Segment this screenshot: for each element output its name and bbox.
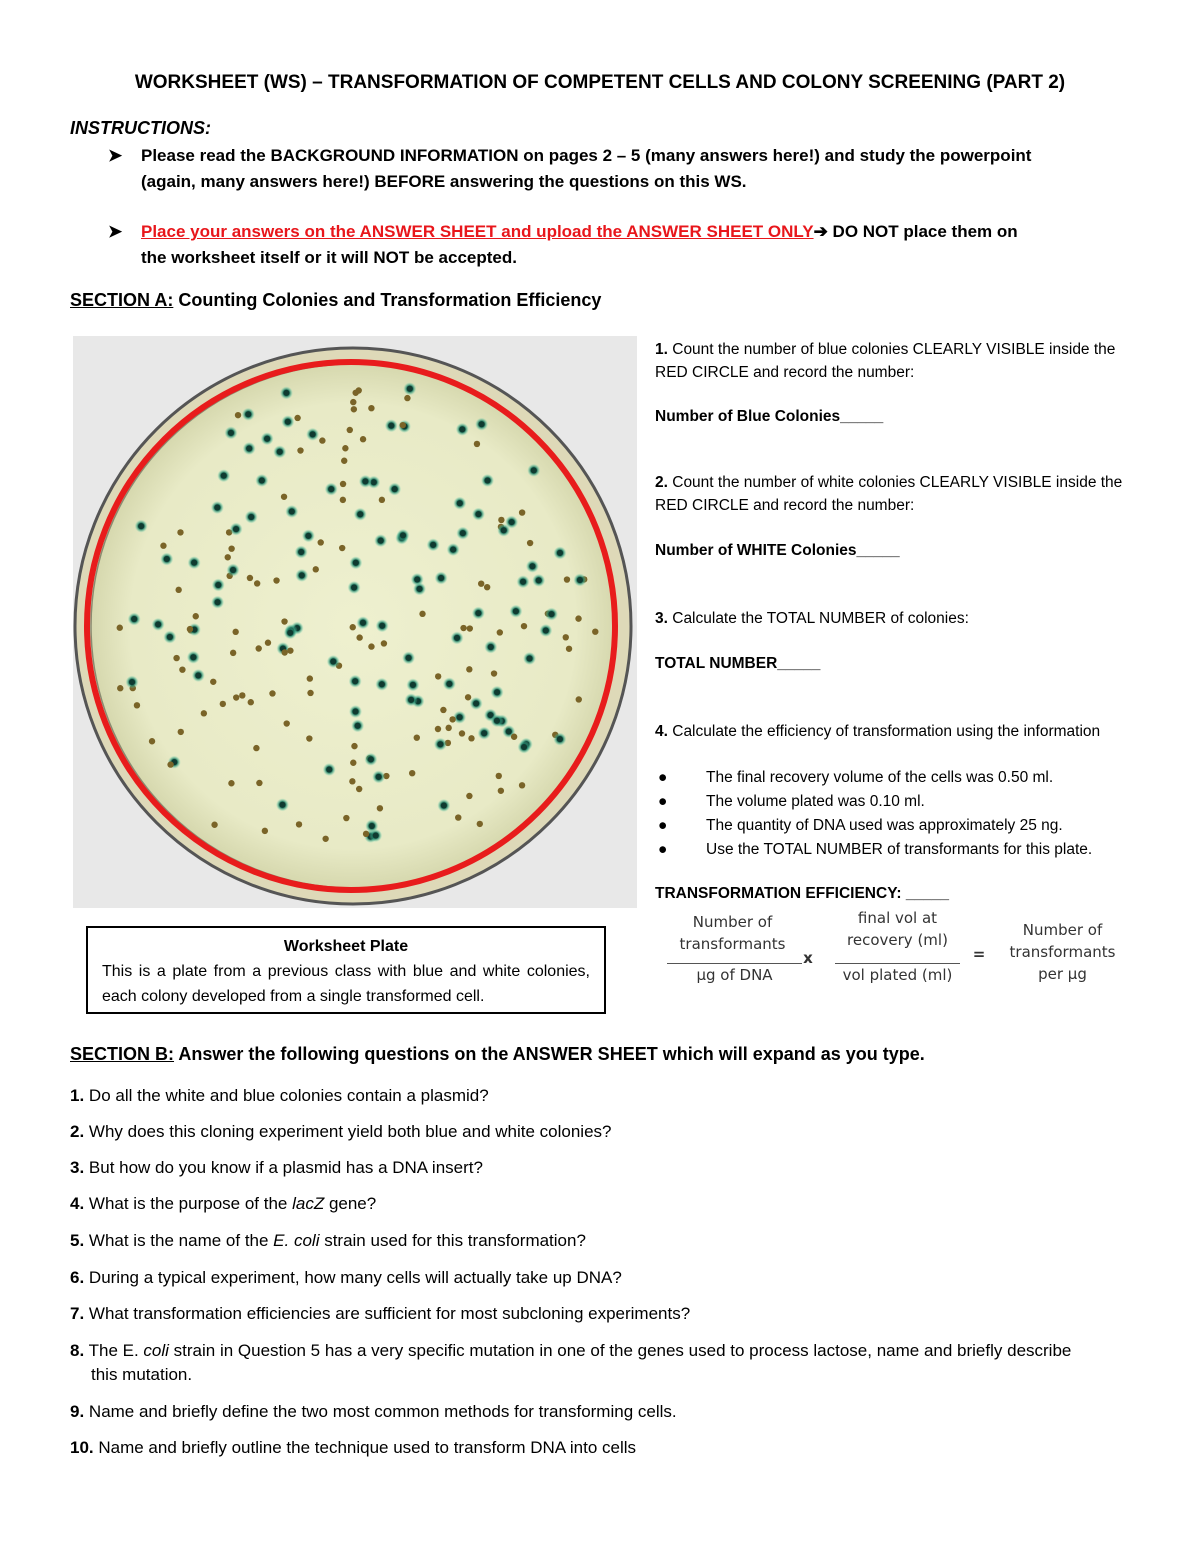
blue-colony [379,681,385,687]
white-colony [360,436,366,442]
white-colony [368,405,374,411]
formula-denominator-1: µg of DNA [667,963,802,986]
section-a-heading [70,290,601,311]
white-colony [318,539,324,545]
blue-colony [488,644,494,650]
section-b-question-6: 6. During a typical experiment, how many cells will actually take up DNA? [70,1268,622,1287]
blue-colony [355,723,361,729]
white-colony [519,782,525,788]
blue-colony [330,659,336,665]
white-colony [519,509,525,515]
blue-colony [228,430,234,436]
blue-colony [475,511,481,517]
white-colony [211,822,217,828]
caption-text: This is a plate from a previous class with blue and white colonies, each colony developed from a single transformed cell. [102,963,590,1005]
blue-colony [360,620,366,626]
white-colony [273,577,279,583]
white-colony [460,625,466,631]
white-colony [307,690,313,696]
q1-answer-line: Number of Blue Colonies_____ [655,408,884,425]
blue-colony [369,823,375,829]
bullet-dot-icon: ● [658,817,668,834]
blue-colony [353,709,359,715]
section-a-label: SECTION A: [70,290,174,310]
white-colony [350,624,356,630]
blue-colony [521,744,527,750]
white-colony [235,412,241,418]
question-a3 [655,607,1135,630]
white-colony [351,406,357,412]
white-colony [281,494,287,500]
blue-colony [215,599,221,605]
white-colony [435,726,441,732]
blue-colony [459,426,465,432]
blue-colony [221,473,227,479]
blue-colony [248,514,254,520]
white-colony [566,646,572,652]
white-colony [149,738,155,744]
white-colony [435,673,441,679]
blue-colony [406,655,412,661]
formula-result: Number of transformants per µg [1009,921,1116,983]
white-colony [511,734,517,740]
blue-colony [131,616,137,622]
white-colony [468,735,474,741]
white-colony [497,629,503,635]
white-colony [340,481,346,487]
q1-number: 1. [655,341,668,358]
q2-answer-line: Number of WHITE Colonies_____ [655,542,900,559]
blue-colony [441,802,447,808]
white-colony [342,445,348,451]
q3-answer-line: TOTAL NUMBER_____ [655,655,821,672]
white-colony [491,670,497,676]
blue-colony [353,560,359,566]
blue-colony [501,527,507,533]
white-colony [445,725,451,731]
white-colony [478,580,484,586]
white-colony [297,447,303,453]
q3-number: 3. [655,610,668,627]
blue-colony [400,532,406,538]
formula-denominator-2: vol plated (ml) [835,963,960,986]
white-colony [117,685,123,691]
white-colony [379,497,385,503]
blue-colony [481,730,487,736]
white-colony [239,692,245,698]
white-colony [283,720,289,726]
petri-plate-svg [73,336,637,908]
white-colony [459,730,465,736]
blue-colony [531,467,537,473]
blue-colony [245,411,251,417]
blue-colony [520,579,526,585]
blue-colony [298,549,304,555]
blue-colony [494,718,500,724]
section-b-question-1: 1. Do all the white and blue colonies contain a plasmid? [70,1086,489,1105]
white-colony [363,831,369,837]
plate-caption-box [86,926,606,1014]
blue-colony [417,586,423,592]
blue-colony [246,445,252,451]
blue-colony [195,672,201,678]
white-colony [177,529,183,535]
white-colony [527,540,533,546]
blue-colony [167,634,173,640]
blue-colony [351,584,357,590]
blue-colony [513,608,519,614]
white-colony [322,836,328,842]
white-colony [233,694,239,700]
white-colony [175,587,181,593]
white-colony [419,611,425,617]
white-colony [563,634,569,640]
white-colony [455,814,461,820]
q4-number: 4. [655,723,668,740]
q2-text: Count the number of white colonies CLEARLY VISIBLE inside the RED CIRCLE and record the number: [655,474,1123,514]
blue-colony [277,449,283,455]
blue-colony [446,681,452,687]
blue-colony [549,611,555,617]
white-colony [256,645,262,651]
white-colony [477,821,483,827]
blue-colony [305,533,311,539]
blue-colony [362,478,368,484]
blue-colony [379,623,385,629]
white-colony [404,395,410,401]
white-colony [400,422,406,428]
white-colony [256,780,262,786]
section-b-heading [70,1044,925,1065]
blue-colony [457,500,463,506]
blue-colony [215,582,221,588]
petri-plate-image [73,336,637,908]
section-b-question-4: 4. What is the purpose of the lacZ gene? [70,1194,377,1213]
white-colony [368,643,374,649]
blue-colony [437,741,443,747]
white-colony [230,650,236,656]
section-b-question-10: 10. Name and briefly outline the technique used to transform DNA into cells [70,1438,637,1457]
white-colony [228,545,234,551]
white-colony [294,415,300,421]
instruction-1-line-2: (again, many answers here!) BEFORE answering the questions on this WS. [141,172,747,191]
white-colony [440,707,446,713]
white-colony [356,634,362,640]
formula-equals: = [972,945,986,963]
blue-colony [191,560,197,566]
white-colony [498,788,504,794]
blue-colony [155,621,161,627]
blue-colony [454,635,460,641]
blue-colony [430,542,436,548]
white-colony [254,580,260,586]
blue-colony [214,505,220,511]
white-colony [187,626,193,632]
white-colony [160,543,166,549]
white-colony [262,828,268,834]
white-colony [193,613,199,619]
formula-numerator-2: final vol at recovery (ml) [847,909,948,949]
white-colony [592,628,598,634]
section-b-question-7: 7. What transformation efficiencies are sufficient for most subcloning experiments? [70,1304,691,1323]
right-arrow-icon: ➔ [813,222,828,241]
instruction-1-line-1: Please read the BACKGROUND INFORMATION on pages 2 – 5 (many answers here!) and study the powerpoint [141,146,1032,165]
blue-colony [373,833,379,839]
blue-colony [326,767,332,773]
white-colony [178,729,184,735]
instruction-bullet-2 [108,219,1158,275]
white-colony [281,618,287,624]
white-colony [498,517,504,523]
section-b-label: SECTION B: [70,1044,175,1064]
white-colony [465,694,471,700]
white-colony [414,734,420,740]
blue-colony [190,654,196,660]
white-colony [564,576,570,582]
white-colony [265,640,271,646]
blue-colony [438,575,444,581]
section-b-question-5: 5. What is the name of the E. coli strain used for this transformation? [70,1231,586,1250]
white-colony [319,437,325,443]
formula-times: x [803,949,813,967]
white-colony [474,441,480,447]
bullet-dot-icon: ● [658,841,668,858]
blue-colony [352,678,358,684]
blue-colony [529,563,535,569]
blue-colony [259,477,265,483]
white-colony [201,710,207,716]
white-colony [307,675,313,681]
white-colony [349,778,355,784]
white-colony [496,773,502,779]
white-colony [210,679,216,685]
arrow-bullet-icon: ➤ [108,146,123,165]
white-colony [377,805,383,811]
white-colony [409,770,415,776]
white-colony [287,647,293,653]
white-colony [134,702,140,708]
white-colony [339,545,345,551]
blue-colony [410,682,416,688]
blue-colony [285,419,291,425]
bullet-dot-icon: ● [658,793,668,810]
section-b-title: Answer the following questions on the ANSWER SHEET which will expand as you type. [174,1044,925,1064]
white-colony [228,780,234,786]
section-a-title: Counting Colonies and Transformation Efficiency [173,290,602,310]
white-colony [343,815,349,821]
question-a2 [655,471,1135,517]
white-colony [173,655,179,661]
blue-colony [527,655,533,661]
white-colony [248,699,254,705]
white-colony [179,666,185,672]
blue-colony [287,630,293,636]
blue-colony [485,477,491,483]
white-colony [117,625,123,631]
white-colony [225,554,231,560]
blue-colony [376,774,382,780]
white-colony [269,690,275,696]
question-a4 [655,720,1155,743]
blue-colony [536,577,542,583]
white-colony [253,745,259,751]
blue-colony [414,576,420,582]
section-b-question-9: 9. Name and briefly define the two most common methods for transforming cells. [70,1402,677,1421]
white-colony [347,427,353,433]
white-colony [232,629,238,635]
question-a1 [655,338,1135,384]
blue-colony [230,567,236,573]
white-colony [313,566,319,572]
white-colony [350,399,356,405]
blue-colony [407,386,413,392]
white-colony [466,666,472,672]
blue-colony [494,689,500,695]
white-colony [296,821,302,827]
blue-colony [129,679,135,685]
white-colony [521,623,527,629]
blue-colony [164,556,170,562]
bullet-dot-icon: ● [658,769,668,786]
blue-colony [457,714,463,720]
blue-colony [138,523,144,529]
white-colony [356,786,362,792]
white-colony [484,584,490,590]
blue-colony [289,508,295,514]
instructions-heading: INSTRUCTIONS: [70,118,211,138]
white-colony [575,615,581,621]
blue-colony [557,736,563,742]
q4-answer-line: TRANSFORMATION EFFICIENCY: _____ [655,885,949,902]
white-colony [340,497,346,503]
blue-colony [368,756,374,762]
blue-colony [577,577,583,583]
page-title: WORKSHEET (WS) – TRANSFORMATION OF COMPETENT CELLS AND COLONY SCREENING (PART 2) [134,72,1066,93]
section-b-question-3: 3. But how do you know if a plasmid has a DNA insert? [70,1158,483,1177]
blue-colony [479,421,485,427]
white-colony [352,390,358,396]
blue-colony [283,390,289,396]
blue-colony [460,530,466,536]
blue-colony [233,526,239,532]
white-colony [467,625,473,631]
q2-number: 2. [655,474,668,491]
blue-colony [475,610,481,616]
blue-colony [408,697,414,703]
blue-colony [388,423,394,429]
white-colony [220,701,226,707]
white-colony [466,793,472,799]
blue-colony [279,802,285,808]
white-colony [306,735,312,741]
white-colony [350,760,356,766]
blue-colony [543,627,549,633]
white-colony [449,716,455,722]
white-colony [351,743,357,749]
caption-title: Worksheet Plate [283,938,409,955]
blue-colony [506,729,512,735]
blue-colony [357,511,363,517]
arrow-bullet-icon: ➤ [108,222,123,241]
blue-colony [557,550,563,556]
white-colony [381,640,387,646]
blue-colony [378,538,384,544]
blue-colony [264,436,270,442]
blue-colony [450,547,456,553]
section-b-question-2: 2. Why does this cloning experiment yield both blue and white colonies? [70,1122,612,1141]
instruction-2-line-2: the worksheet itself or it will NOT be accepted. [141,248,517,267]
blue-colony [509,519,515,525]
formula-numerator-1: Number of transformants [679,913,786,953]
efficiency-formula [655,905,1125,995]
q4-text: Calculate the efficiency of transformation using the information [667,723,1101,740]
instruction-2-red-text: Place your answers on the ANSWER SHEET and upload the ANSWER SHEET ONLY [141,222,814,241]
q3-text: Calculate the TOTAL NUMBER of colonies: [667,610,969,627]
white-colony [341,458,347,464]
white-colony [247,575,253,581]
blue-colony [328,486,334,492]
white-colony [576,696,582,702]
blue-colony [310,431,316,437]
section-b-question-8: 8. The E. coli strain in Question 5 has a very specific mutation in one of the genes used to process lactose, name and briefly describe this mutation. [70,1341,1072,1384]
q1-text: Count the number of blue colonies CLEARLY VISIBLE inside the RED CIRCLE and record the number: [655,341,1116,381]
blue-colony [392,486,398,492]
instruction-2-rest: DO NOT place them on [827,222,1018,241]
blue-colony [473,700,479,706]
white-colony [167,761,173,767]
instruction-bullet-1 [108,143,1108,199]
blue-colony [299,572,305,578]
white-colony [281,649,287,655]
